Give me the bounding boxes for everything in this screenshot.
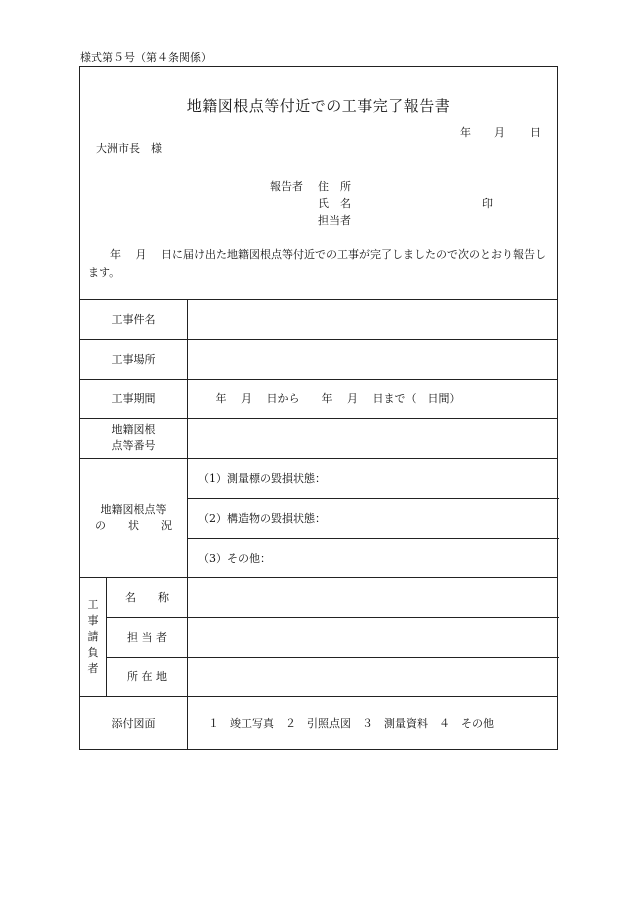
contractor-staff-label: 担 当 者 <box>127 630 167 644</box>
contractor-location-label: 所 在 地 <box>127 670 167 683</box>
reporter-address-label: 住 所 <box>318 180 351 193</box>
contractor-name-label: 名 称 <box>125 590 169 604</box>
contractor-char: 工 <box>87 597 99 611</box>
condition-item: （3）その他： <box>198 551 271 565</box>
condition-label <box>80 458 187 577</box>
contractor-char: 請 <box>87 629 99 643</box>
date-month-label: 月 <box>494 126 505 139</box>
seal-mark: 印 <box>482 197 493 210</box>
condition-label-line1: 地籍図根点等 <box>100 502 167 516</box>
work-period-label: 工事期間 <box>111 392 156 405</box>
point-number-label-line1: 地籍図根 <box>111 423 156 436</box>
work-name-label: 工事件名 <box>111 312 156 326</box>
form-number: 様式第５号（第４条関係） <box>80 51 212 64</box>
attachments-value: １ 竣工写真 ２ 引照点図 ３ 測量資料 ４ その他 <box>208 717 494 730</box>
reporter-name-label: 氏 名 <box>318 197 351 210</box>
contractor-char: 事 <box>87 613 99 627</box>
contractor-char: 負 <box>87 645 99 659</box>
condition-label-line2: の 状 況 <box>95 518 172 532</box>
contractor-char: 者 <box>87 661 99 675</box>
date-year-label: 年 <box>460 126 471 139</box>
contractor-vertical-label <box>80 577 106 696</box>
reporter-label: 報告者 <box>270 180 303 193</box>
form-title: 地籍図根点等付近での工事完了報告書 <box>186 97 451 115</box>
report-statement: 年 月 日に届け出た地籍図根点等付近での工事が完了しましたので次のとおり報告します。 <box>88 248 546 279</box>
addressee: 大洲市長 様 <box>96 142 162 155</box>
point-number-label-line2: 点等番号 <box>111 439 156 452</box>
attachments-label: 添付図面 <box>111 716 156 730</box>
work-place-label: 工事場所 <box>111 352 156 366</box>
date-day-label: 日 <box>530 126 541 139</box>
point-number-label <box>80 418 187 458</box>
condition-item: （1）測量標の毀損状態： <box>198 472 326 485</box>
work-period-value: 年 月 日から 年 月 日まで（ 日間） <box>215 392 461 405</box>
report-form <box>79 66 558 750</box>
condition-item: （2）構造物の毀損状態： <box>198 512 326 525</box>
reporter-staff-label: 担当者 <box>318 214 351 227</box>
